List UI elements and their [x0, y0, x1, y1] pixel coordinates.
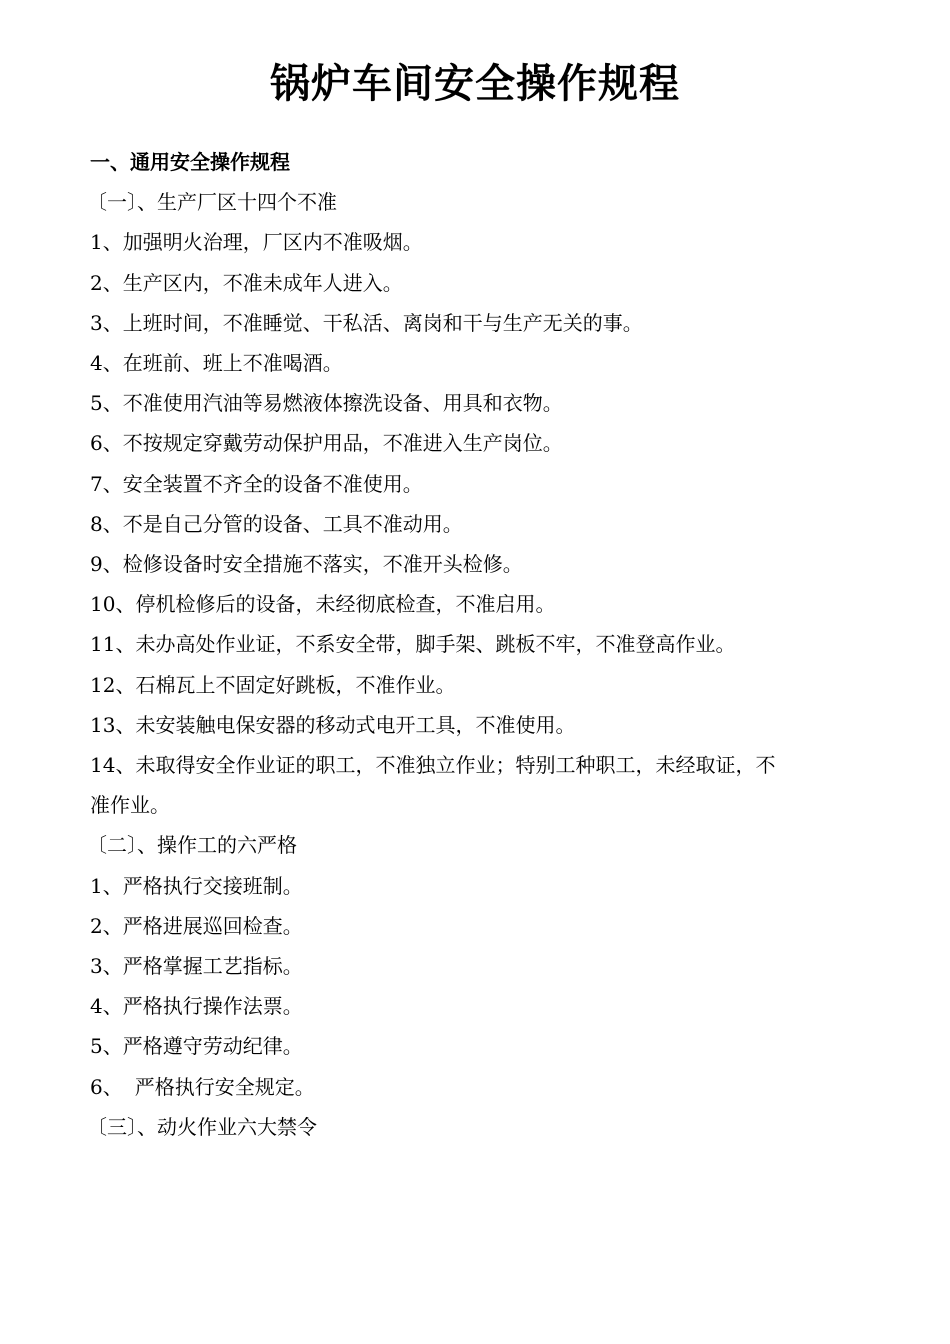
list-item: 13、未安装触电保安器的移动式电开工具，不准使用。	[90, 712, 576, 737]
list-item: 5、严格遵守劳动纪律。	[90, 1034, 303, 1059]
sub-heading-1: 〔一〕、生产厂区十四个不准	[87, 190, 337, 215]
document-body	[87, 142, 860, 1147]
list-item: 12、石棉瓦上不固定好跳板，不准作业。	[90, 672, 456, 697]
list-item: 4、在班前、班上不准喝酒。	[90, 351, 343, 376]
section-heading: 一、通用安全操作规程	[90, 150, 290, 174]
list-item: 6、不按规定穿戴劳动保护用品，不准进入生产岗位。	[90, 431, 563, 456]
list-item: 4、严格执行操作法票。	[90, 994, 303, 1019]
list-item: 14、未取得安全作业证的职工，不准独立作业；特别工种职工，未经取证，不	[90, 753, 776, 778]
list-item: 3、上班时间，不准睡觉、干私活、离岗和干与生产无关的事。	[90, 310, 643, 335]
list-item: 9、检修设备时安全措施不落实，不准开头检修。	[90, 552, 523, 577]
list-item: 2、严格进展巡回检查。	[90, 913, 303, 938]
rules-list-1	[90, 222, 860, 825]
list-item-number: 6、	[90, 1074, 123, 1099]
list-item: 1、加强明火治理，厂区内不准吸烟。	[90, 230, 423, 255]
sub-heading-2: 〔二〕、操作工的六严格	[87, 833, 297, 858]
sub-heading-3: 〔三〕、动火作业六大禁令	[87, 1114, 317, 1139]
document-title: 锅炉车间安全操作规程	[270, 61, 680, 107]
list-item: 10、停机检修后的设备，未经彻底检查，不准启用。	[90, 592, 556, 617]
list-item-continuation: 准作业。	[90, 793, 170, 818]
list-item: 8、不是自己分管的设备、工具不准动用。	[90, 511, 463, 536]
list-item: 2、生产区内，不准未成年人进入。	[90, 270, 403, 295]
list-item: 1、严格执行交接班制。	[90, 873, 303, 898]
list-item	[90, 1067, 860, 1107]
list-item: 11、未办高处作业证，不系安全带，脚手架、跳板不牢，不准登高作业。	[90, 632, 736, 657]
list-item: 3、严格掌握工艺指标。	[90, 954, 303, 979]
list-item: 7、安全装置不齐全的设备不准使用。	[90, 471, 423, 496]
list-item-text: 严格执行安全规定。	[134, 1074, 315, 1099]
list-item: 5、不准使用汽油等易燃液体擦洗设备、用具和衣物。	[90, 391, 563, 416]
rules-list-2	[90, 866, 860, 1107]
